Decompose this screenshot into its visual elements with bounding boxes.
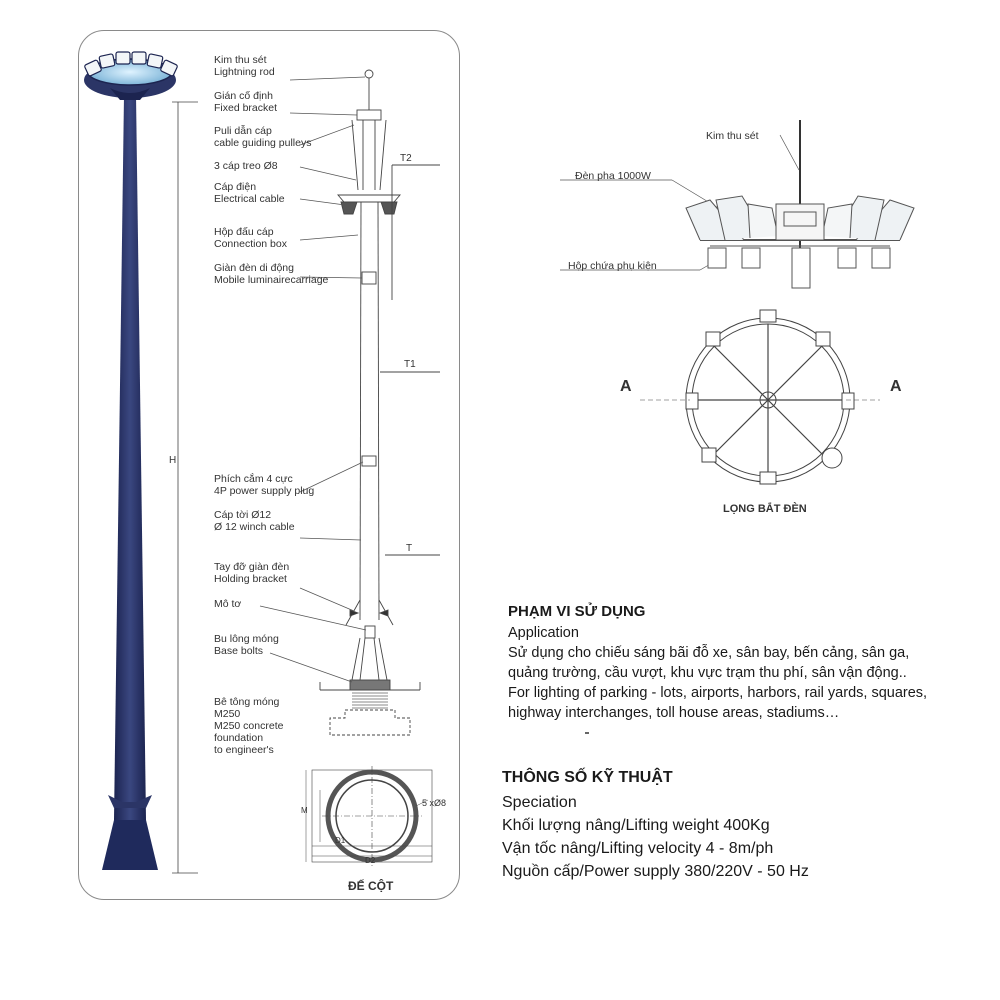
base-plan	[306, 766, 432, 866]
label-foundation: Bê tông móng M250 M250 concrete foundation to engineer's	[214, 696, 284, 756]
label-carriage: Giàn đèn di động Mobile luminairecarriage	[214, 262, 329, 286]
specs-line-3: Nguồn cấp/Power supply 380/220V - 50 Hz	[502, 863, 809, 880]
label-base-bolts: Bu lông móng Base bolts	[214, 633, 279, 657]
ring-label-a-left: A	[620, 378, 632, 395]
label-motor: Mô tơ	[214, 598, 242, 610]
label-lightning-rod: Kim thu sét Lightning rod	[214, 54, 275, 78]
label-connection-box: Hộp đấu cáp Connection box	[214, 226, 287, 250]
dim-d2: D2	[365, 856, 376, 865]
specs-line-1: Khối lượng nâng/Lifting weight 400Kg	[502, 817, 770, 834]
dim-d1: D1	[335, 836, 346, 845]
application-line-2: quảng trường, cầu vượt, khu vực trạm thu phí, sân vận động..	[508, 665, 907, 681]
label-winch-cable: Cáp tời Ø12 Ø 12 winch cable	[214, 509, 295, 533]
dim-h: H	[169, 455, 177, 466]
ring-label-a-right: A	[890, 378, 902, 395]
application-line-1: Sử dụng cho chiếu sáng bãi đỗ xe, sân bay, bến cảng, sân ga,	[508, 645, 910, 661]
height-dimension	[172, 102, 198, 873]
dim-t1: T1	[404, 359, 416, 370]
dim-m: M	[301, 806, 308, 815]
dim-bolt-spec: 5 xØ8	[422, 798, 447, 808]
application-subtitle: Application	[508, 625, 579, 641]
mast-line-drawing	[320, 70, 440, 735]
application-line-3: For lighting of parking - lots, airports, harbors, rail yards, squares,	[508, 685, 928, 701]
label-rod-top: Kim thu sét	[706, 130, 759, 142]
application-title: PHẠM VI SỬ DỤNG	[508, 603, 646, 620]
label-fixed-bracket: Gián cố định Fixed bracket	[214, 90, 278, 114]
label-lamp: Đèn pha 1000W	[575, 170, 651, 182]
ring-plan	[640, 310, 880, 484]
base-caption: ĐẾ CỘT	[348, 879, 394, 893]
application-line-4: highway interchanges, toll house areas, stadiums…	[508, 705, 840, 721]
specs-title: THÔNG SỐ KỸ THUẬT	[502, 769, 673, 786]
label-cables: 3 cáp treo Ø8	[214, 160, 278, 172]
label-electrical-cable: Cáp điện Electrical cable	[214, 181, 285, 205]
label-holding-bracket: Tay đỡ giàn đèn Holding bracket	[214, 561, 290, 585]
dim-t: T	[406, 543, 413, 554]
specs-subtitle: Speciation	[502, 794, 577, 811]
label-pulleys: Puli dẫn cáp cable guiding pulleys	[214, 125, 312, 149]
mast-illustration	[84, 52, 178, 870]
dim-t2: T2	[400, 153, 412, 164]
label-accessory-box: Hộp chứa phụ kiện	[568, 260, 657, 272]
specs-line-2: Vận tốc nâng/Lifting velocity 4 - 8m/ph	[502, 840, 774, 857]
label-power-plug: Phích cắm 4 cực 4P power supply plug	[214, 473, 315, 497]
ring-caption: LỌNG BẮT ĐÈN	[723, 503, 807, 515]
